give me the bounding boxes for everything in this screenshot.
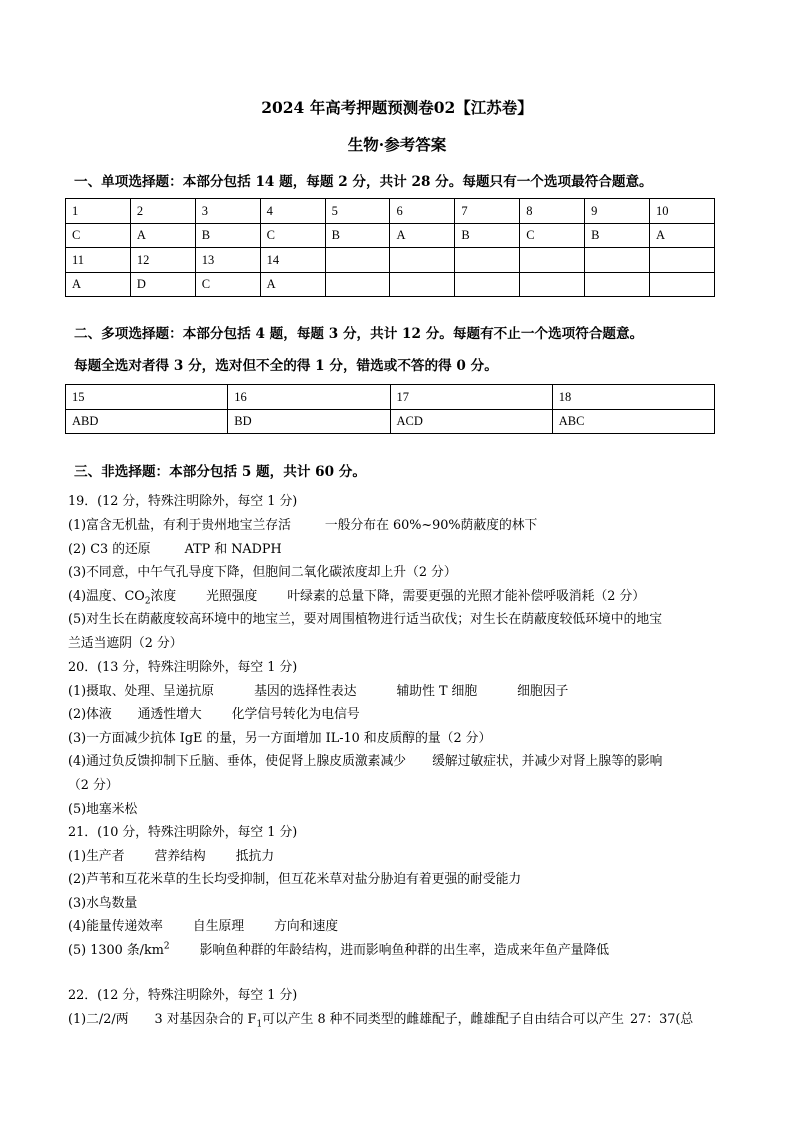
table-row	[66, 272, 715, 297]
table-cell	[325, 272, 390, 297]
table-cell: 3	[195, 199, 260, 224]
section2-heading-line2: 每题全选对者得 3 分，选对但不全的得 1 分，错选或不答的得 0 分。	[74, 358, 498, 374]
section3-heading: 三、非选择题：本部分包括 5 题，共计 60 分。	[74, 464, 366, 480]
q20-answer-1c: 辅助性 T 细胞	[396, 684, 478, 699]
table-cell: 12	[130, 248, 195, 273]
q22-header: 22．(12 分，特殊注明除外，每空 1 分)	[68, 988, 298, 1003]
q21-answer-1a: (1)生产者	[68, 849, 125, 864]
q19-answer-2b: ATP 和 NADPH	[184, 542, 282, 557]
table-cell: B	[325, 223, 390, 248]
table-cell: 18	[552, 385, 714, 410]
q20-answer-1d: 细胞因子	[517, 684, 569, 699]
q20-answer-2a: (2)体液	[68, 707, 112, 722]
table-cell: C	[195, 272, 260, 297]
table-cell	[390, 272, 455, 297]
table-cell: D	[130, 272, 195, 297]
table-cell: ABD	[66, 409, 228, 434]
q19-answer-1	[68, 514, 537, 533]
table-cell: 7	[455, 199, 520, 224]
q19-answer-4c: 光照强度	[206, 589, 258, 604]
table-cell: 11	[66, 248, 131, 273]
q20-answer-4-cont: （2 分）	[68, 778, 119, 793]
q21-answer-4c: 方向和速度	[274, 919, 339, 934]
q21-answer-1b: 营养结构	[154, 849, 206, 864]
table-cell: A	[130, 223, 195, 248]
table-cell: B	[195, 223, 260, 248]
q21-answer-3: (3)水鸟数量	[68, 896, 138, 911]
table-cell: 1	[66, 199, 131, 224]
table-cell	[455, 248, 520, 273]
q21-answer-4b: 自生原理	[192, 919, 245, 934]
table-cell	[325, 248, 390, 273]
q22-answer-1-subscript: 1	[256, 1019, 263, 1030]
table-cell: C	[520, 223, 585, 248]
table-cell: 2	[130, 199, 195, 224]
q21-header: 21．(10 分，特殊注明除外，每空 1 分)	[68, 825, 298, 840]
q22-answer-1b: 3 对基因杂合的 F	[154, 1012, 257, 1027]
table-cell: 16	[228, 385, 390, 410]
table-cell: 14	[260, 248, 325, 273]
table-cell: A	[66, 272, 131, 297]
page-title: 2024 年高考押题预测卷02【江苏卷】	[261, 98, 533, 117]
q19-answer-5-line2: 兰适当遮阴（2 分）	[68, 636, 183, 651]
table-cell: 6	[390, 199, 455, 224]
section2-heading-line1: 二、多项选择题：本部分包括 4 题，每题 3 分，共计 12 分。每题有不止一个选项符合题意。	[74, 326, 644, 342]
table-cell	[650, 248, 715, 273]
q20-answer-5: (5)地塞米松	[68, 802, 138, 817]
q21-answer-4	[68, 915, 338, 934]
q21-answer-5	[68, 939, 609, 958]
table-cell: 5	[325, 199, 390, 224]
section1-heading: 一、单项选择题：本部分包括 14 题，每题 2 分，共计 28 分。每题只有一个选项最符合题意。	[74, 174, 653, 190]
table-cell	[455, 272, 520, 297]
table-cell: 15	[66, 385, 228, 410]
table-row	[66, 248, 715, 273]
single-choice-answer-table	[65, 198, 715, 297]
q21-answer-1c: 抵抗力	[235, 849, 275, 864]
table-row	[66, 385, 715, 410]
q19-answer-4a: (4)温度、CO	[68, 589, 145, 604]
table-row	[66, 409, 715, 434]
q20-answer-4b: 缓解过敏症状，并减少对肾上腺等的影响	[432, 754, 663, 769]
multi-choice-answer-table	[65, 384, 715, 434]
table-cell: 17	[390, 385, 552, 410]
q21-answer-2: (2)芦苇和互花米草的生长均受抑制，但互花米草对盐分胁迫有着更强的耐受能力	[68, 872, 522, 887]
q20-answer-2b: 通透性增大	[137, 707, 202, 722]
q19-answer-5-line1: (5)对生长在荫蔽度较高环境中的地宝兰，要对周围植物进行适当砍伐；对生长在荫蔽度较低环境中的地宝	[68, 612, 662, 627]
page-subtitle: 生物·参考答案	[347, 135, 447, 154]
q19-answer-1a: (1)富含无机盐，有利于贵州地宝兰存活	[68, 518, 291, 533]
table-cell	[520, 272, 585, 297]
table-cell: 10	[650, 199, 715, 224]
q19-answer-4b: 浓度	[150, 589, 177, 604]
table-cell: BD	[228, 409, 390, 434]
q19-answer-1b: 一般分布在 60%~90%荫蔽度的林下	[324, 518, 538, 533]
q22-answer-1	[68, 1008, 694, 1030]
table-cell	[585, 248, 650, 273]
q19-answer-2	[68, 538, 282, 557]
table-cell: B	[585, 223, 650, 248]
table-cell: A	[390, 223, 455, 248]
q20-answer-4	[68, 750, 662, 769]
table-cell: 8	[520, 199, 585, 224]
q19-answer-4d: 叶绿素的总量下降，需要更强的光照才能补偿呼吸消耗（2 分）	[287, 589, 646, 604]
q22-answer-1c: 可以产生 8 种不同类型的雌雄配子，雌雄配子自由结合可以产生	[262, 1012, 624, 1027]
q21-answer-1	[68, 845, 274, 864]
table-cell: ACD	[390, 409, 552, 434]
table-cell: 4	[260, 199, 325, 224]
q20-answer-4a: (4)通过负反馈抑制下丘脑、垂体，使促肾上腺皮质激素减少	[68, 754, 407, 769]
q20-answer-1a: (1)摄取、处理、呈递抗原	[68, 684, 215, 699]
table-row	[66, 199, 715, 224]
table-cell: A	[260, 272, 325, 297]
table-cell	[650, 272, 715, 297]
q19-answer-2a: (2) C3 的还原	[68, 542, 151, 557]
table-cell: C	[66, 223, 131, 248]
q19-answer-3: (3)不同意，中午气孔导度下降，但胞间二氧化碳浓度却上升（2 分）	[68, 565, 457, 580]
q22-answer-1d: 27：37(总	[629, 1012, 694, 1027]
q20-answer-2c: 化学信号转化为电信号	[231, 707, 360, 722]
table-cell: 13	[195, 248, 260, 273]
q19-answer-4-subscript: 2	[144, 596, 151, 607]
table-cell: ABC	[552, 409, 714, 434]
table-cell: C	[260, 223, 325, 248]
q22-answer-1a: (1)二/2/两	[68, 1012, 129, 1027]
q21-answer-5a: (5) 1300 条/km	[68, 943, 164, 958]
q20-answer-1b: 基因的选择性表达	[254, 684, 357, 699]
table-cell: A	[650, 223, 715, 248]
table-cell	[390, 248, 455, 273]
q20-answer-1	[68, 680, 568, 699]
table-cell	[585, 272, 650, 297]
q19-header: 19．(12 分，特殊注明除外，每空 1 分)	[68, 494, 298, 509]
table-cell	[520, 248, 585, 273]
table-cell: 9	[585, 199, 650, 224]
q20-header: 20．(13 分，特殊注明除外，每空 1 分)	[68, 660, 298, 675]
table-row	[66, 223, 715, 248]
q19-answer-4	[68, 585, 646, 607]
q21-answer-4a: (4)能量传递效率	[68, 919, 163, 934]
q21-answer-5-superscript: 2	[163, 941, 170, 952]
q20-answer-2	[68, 703, 360, 722]
q20-answer-3: (3)一方面减少抗体 IgE 的量，另一方面增加 IL-10 和皮质醇的量（2 分）	[68, 731, 492, 746]
table-cell: B	[455, 223, 520, 248]
q21-answer-5b: 影响鱼种群的年龄结构，进而影响鱼种群的出生率，造成来年鱼产量降低	[199, 943, 610, 958]
